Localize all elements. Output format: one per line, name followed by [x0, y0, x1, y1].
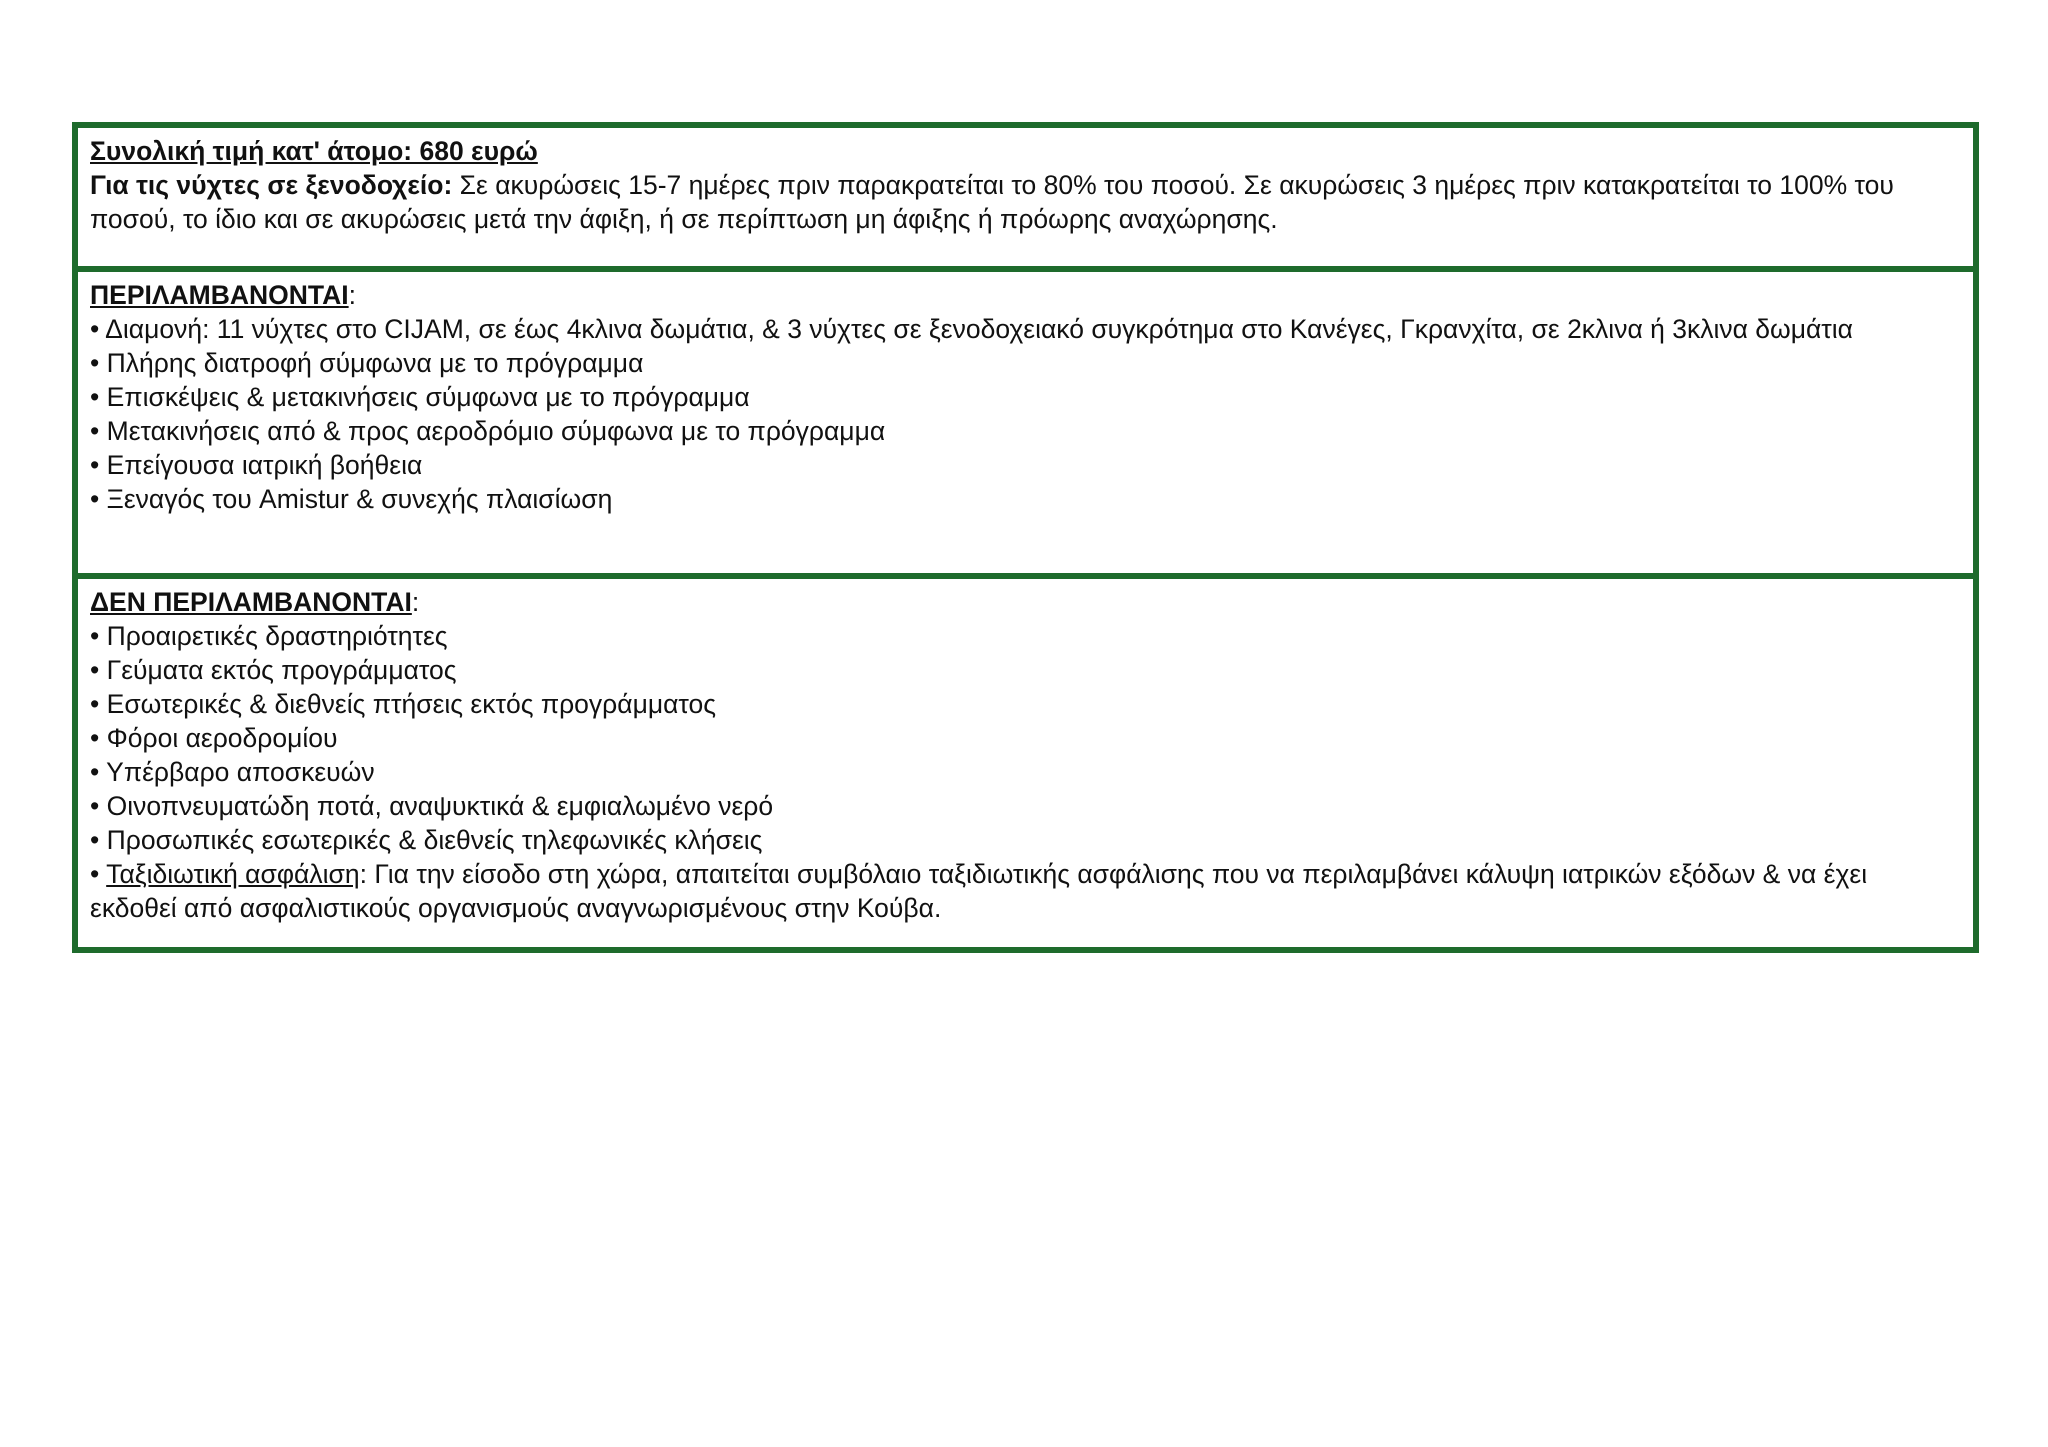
included-heading: ΠΕΡΙΛΑΜΒΑΝΟΝΤΑΙ: [90, 280, 349, 310]
list-item: • Προαιρετικές δραστηριότητες: [90, 621, 448, 651]
excluded-section: [78, 573, 1973, 947]
cancellation-text: Σε ακυρώσεις 15-7 ημέρες πριν παρακρατείται το 80% του ποσού. Σε ακυρώσεις 3 ημέρες πριν κατακρατείται το 100% του ποσού, το ίδιο και σε ακυρώσεις μετά την άφιξη, ή σε περίπτωση μη άφιξης ή πρόωρης αναχώρησης.: [90, 170, 1894, 234]
included-heading-colon: :: [348, 280, 356, 310]
excluded-heading-colon: :: [411, 587, 420, 617]
list-item: • Επισκέψεις & μετακινήσεις σύμφωνα με το πρόγραμμα: [90, 382, 750, 412]
list-item: • Πλήρης διατροφή σύμφωνα με το πρόγραμμα: [90, 348, 644, 378]
list-item: • Ξεναγός του Amistur & συνεχής πλαισίωση: [90, 484, 613, 514]
cancellation-policy: [90, 168, 1961, 236]
price-section: [78, 128, 1973, 266]
included-heading-row: [90, 278, 1961, 312]
list-item: • Επείγουσα ιατρική βοήθεια: [90, 450, 423, 480]
insurance-bullet: •: [90, 859, 107, 889]
included-section: [78, 266, 1973, 573]
list-item: • Φόροι αεροδρομίου: [90, 723, 338, 753]
excluded-heading-row: [90, 585, 1961, 619]
list-item: • Γεύματα εκτός προγράμματος: [90, 655, 457, 685]
list-item: • Προσωπικές εσωτερικές & διεθνείς τηλεφωνικές κλήσεις: [90, 825, 763, 855]
info-table: [72, 122, 1979, 953]
insurance-label: Ταξιδιωτική ασφάλιση: [106, 859, 360, 889]
list-item: • Εσωτερικές & διεθνείς πτήσεις εκτός προγράμματος: [90, 689, 717, 719]
insurance-item: [90, 857, 1961, 925]
list-item: • Μετακινήσεις από & προς αεροδρόμιο σύμφωνα με το πρόγραμμα: [90, 416, 886, 446]
excluded-heading: ΔΕΝ ΠΕΡΙΛΑΜΒΑΝΟΝΤΑΙ: [90, 587, 412, 617]
price-title: Συνολική τιμή κατ' άτομο: 680 ευρώ: [90, 136, 538, 166]
insurance-text: : Για την είσοδο στη χώρα, απαιτείται συμβόλαιο ταξιδιωτικής ασφάλισης που να περιλαμβάνει κάλυψη ιατρικών εξόδων & να έχει εκδοθεί από ασφαλιστικούς οργανισμούς αναγνωρισμένους στην Κούβα.: [90, 859, 1868, 923]
list-item: • Οινοπνευματώδη ποτά, αναψυκτικά & εμφιαλωμένο νερό: [90, 791, 774, 821]
list-item: • Διαμονή: 11 νύχτες στο CIJAM, σε έως 4κλινα δωμάτια, & 3 νύχτες σε ξενοδοχειακό συγκρότημα στο Κανέγες, Γκρανχίτα, σε 2κλινα ή 3κλινα δωμάτια: [90, 314, 1853, 344]
list-item: • Υπέρβαρο αποσκευών: [90, 757, 375, 787]
cancellation-label: Για τις νύχτες σε ξενοδοχείο:: [90, 170, 453, 200]
